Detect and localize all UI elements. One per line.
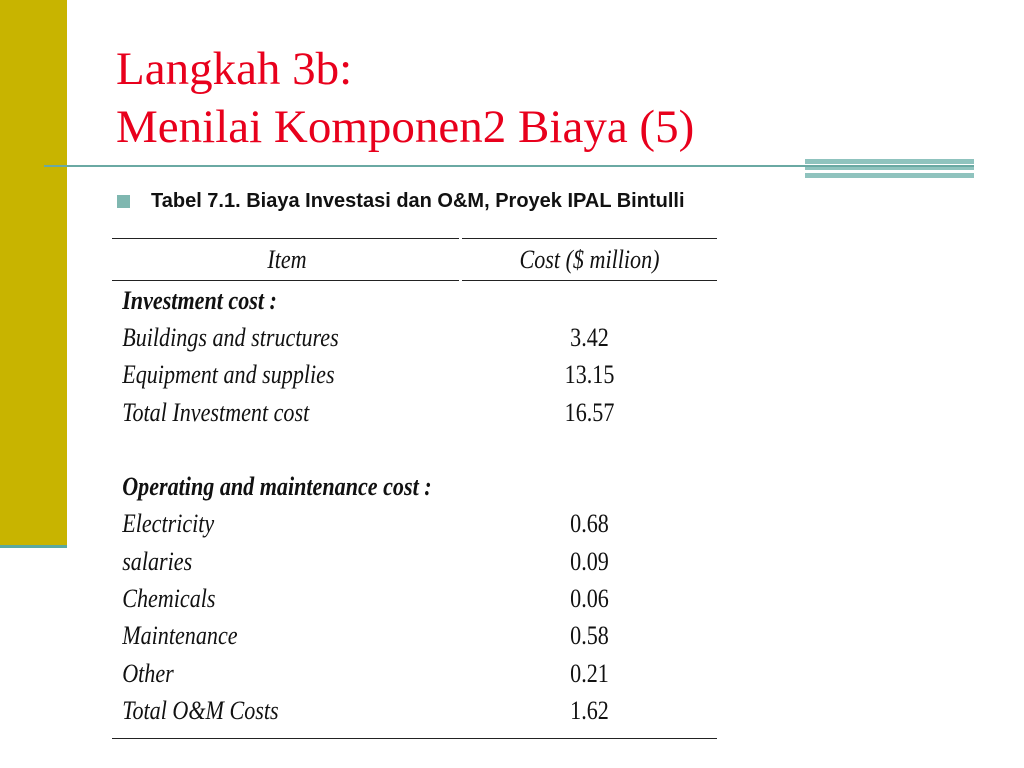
row-value: 3.42 — [570, 322, 609, 352]
row-value: 13.15 — [564, 360, 615, 390]
cost-table — [112, 238, 717, 739]
table-row — [112, 618, 717, 655]
table-header-row — [112, 240, 717, 280]
table-row — [112, 580, 717, 617]
table-top-rule — [112, 238, 717, 240]
table-row — [112, 319, 717, 356]
row-label: Operating and maintenance cost : — [122, 472, 432, 502]
left-accent-rule — [0, 545, 67, 548]
bullet-item — [117, 190, 685, 213]
row-label: Electricity — [122, 509, 215, 539]
title-divider-accent — [805, 159, 974, 178]
row-label: Investment cost : — [122, 285, 277, 315]
table-row-section — [112, 282, 717, 319]
row-label: Equipment and supplies — [122, 360, 335, 390]
row-label: Buildings and structures — [122, 322, 339, 352]
table-bottom-rule — [112, 738, 717, 739]
row-label: Total Investment cost — [122, 397, 310, 427]
row-label: Total O&M Costs — [122, 695, 279, 725]
table-caption: Tabel 7.1. Biaya Investasi dan O&M, Proyek IPAL Bintulli — [151, 190, 685, 212]
table-row — [112, 543, 717, 580]
row-value: 0.68 — [570, 509, 609, 539]
square-bullet-icon — [117, 195, 130, 208]
slide-title — [116, 40, 694, 156]
table-row-spacer — [112, 431, 717, 468]
table-row-section — [112, 468, 717, 505]
row-value: 0.06 — [570, 584, 609, 614]
title-line-2: Menilai Komponen2 Biaya (5) — [116, 101, 695, 153]
table-row — [112, 692, 717, 729]
table-body — [112, 282, 717, 730]
row-label: Other — [122, 658, 174, 688]
table-row — [112, 655, 717, 692]
header-cost: Cost ($ million) — [519, 245, 660, 274]
row-label: Maintenance — [122, 621, 238, 651]
row-value: 16.57 — [564, 397, 615, 427]
table-row — [112, 357, 717, 394]
row-value: 0.21 — [570, 658, 609, 688]
row-label: Chemicals — [122, 584, 216, 614]
table-header-rule — [112, 280, 717, 282]
title-line-1: Langkah 3b: — [116, 43, 353, 95]
table-row — [112, 394, 717, 431]
row-label: salaries — [122, 546, 193, 576]
row-value: 0.09 — [570, 546, 609, 576]
table-row — [112, 506, 717, 543]
left-accent-bar — [0, 0, 67, 545]
row-value: 1.62 — [570, 695, 609, 725]
row-value: 0.58 — [570, 621, 609, 651]
header-item: Item — [267, 245, 307, 274]
